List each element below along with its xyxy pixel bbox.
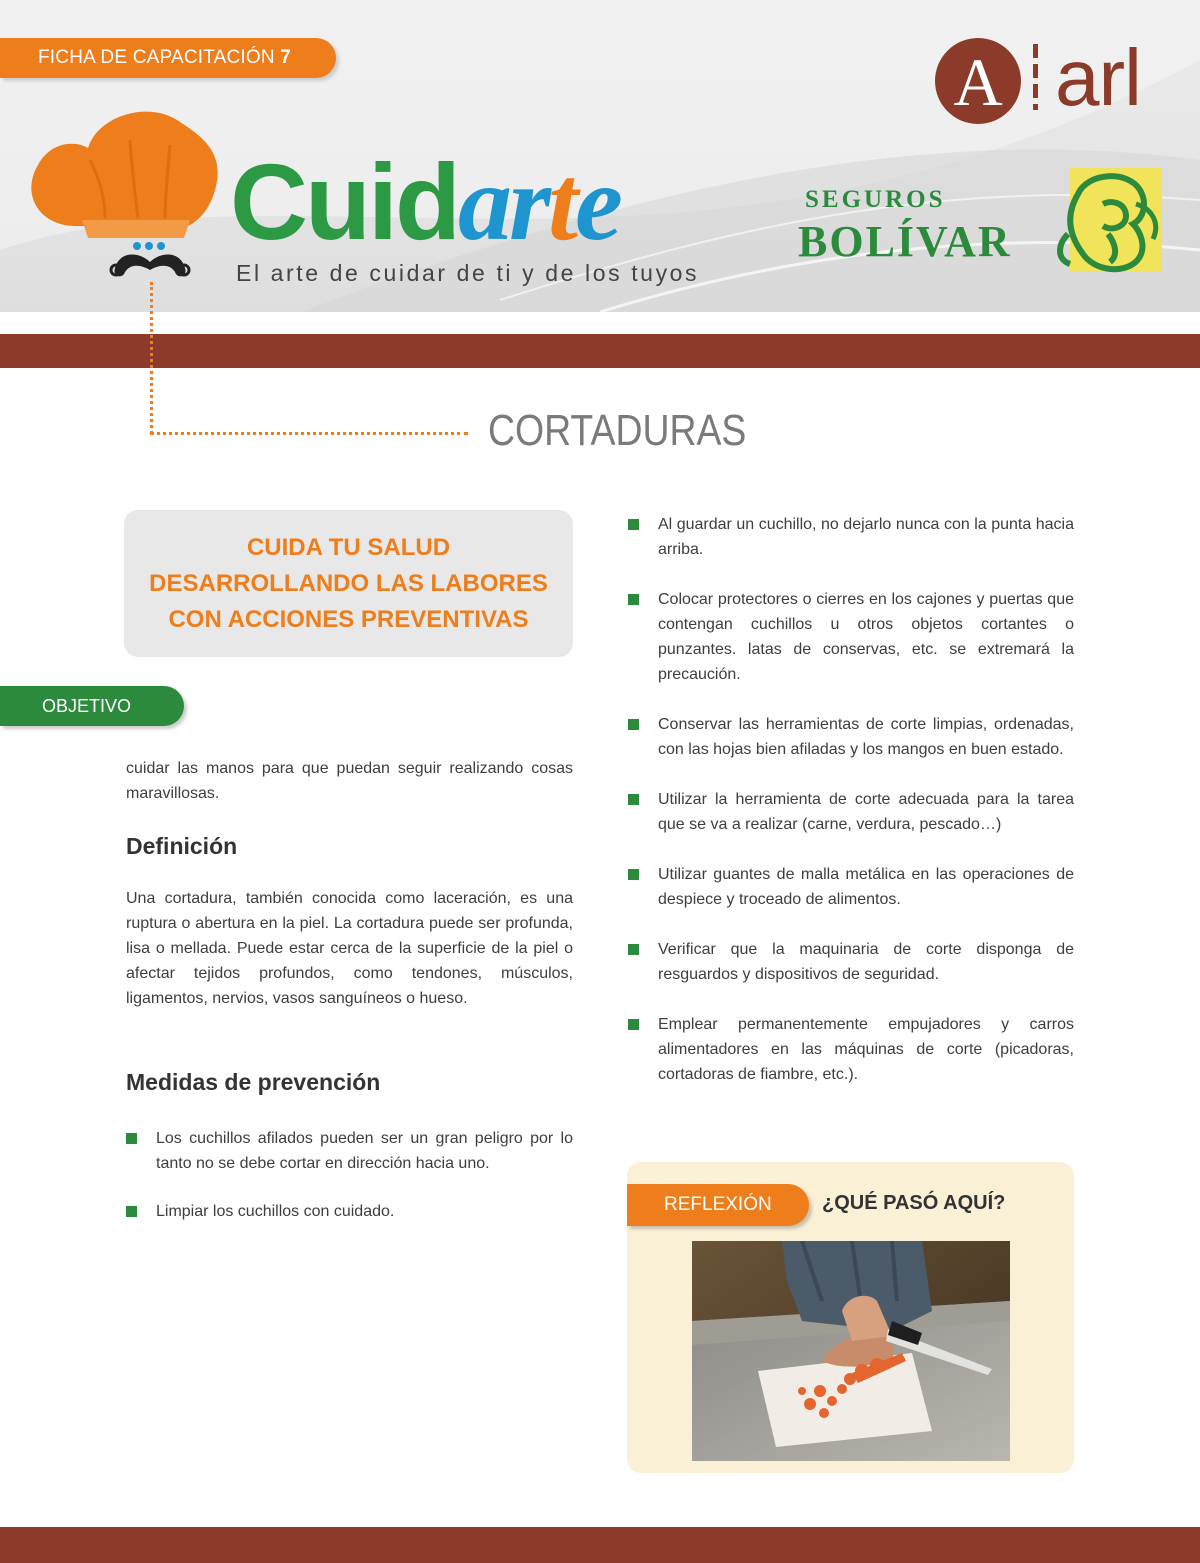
brand-part-3: t bbox=[547, 144, 575, 263]
arl-logo-circle bbox=[935, 38, 1021, 124]
list-item bbox=[628, 512, 1074, 562]
arl-logo-letter: A bbox=[953, 44, 1003, 120]
section-title: CORTADURAS bbox=[488, 406, 747, 455]
reflection-question: ¿QUÉ PASÓ AQUÍ? bbox=[822, 1192, 1006, 1214]
definition-title: Definición bbox=[126, 833, 238, 859]
bullet-square-icon bbox=[126, 1206, 137, 1217]
footer-band bbox=[0, 1527, 1200, 1563]
chef-hat-icon bbox=[20, 100, 230, 290]
bullet-square-icon bbox=[628, 1019, 639, 1030]
insurer-big-text: BOLÍVAR bbox=[798, 217, 1012, 266]
cuidarte-brand-logo bbox=[230, 142, 620, 264]
insurer-small-text: SEGUROS bbox=[805, 186, 946, 213]
list-item bbox=[628, 712, 1074, 762]
definition-text: Una cortadura, también conocida como laceración, es una ruptura o abertura en la piel. La cortadura puede ser profunda, lisa o mellada. Puede estar cerca de la superficie de la piel o afectar tejidos profundos, como tendones, músculos, ligamentos, nervios, vasos sanguíneos o hueso. bbox=[126, 890, 573, 1007]
list-item-text: Verificar que la maquinaria de corte disponga de resguardos y dispositivos de seguridad. bbox=[658, 941, 1074, 983]
callout-line-3: CON ACCIONES PREVENTIVAS bbox=[168, 606, 529, 633]
list-item-text: Colocar protectores o cierres en los cajones y puertas que contengan cuchillos u otros objetos cortantes o punzantes. latas de conservas, etc. se extremará la precaución. bbox=[658, 591, 1074, 683]
bullet-square-icon bbox=[628, 944, 639, 955]
list-item-text: Los cuchillos afilados pueden ser un gran peligro por lo tanto no se debe cortar en dirección hacia uno. bbox=[156, 1130, 573, 1172]
list-item-text: Conservar las herramientas de corte limpias, ordenadas, con las hojas bien afiladas y los mangos en buen estado. bbox=[658, 716, 1074, 758]
prevention-title: Medidas de prevención bbox=[126, 1069, 381, 1095]
list-item-text: Utilizar guantes de malla metálica en las operaciones de despiece y troceado de alimentos. bbox=[658, 866, 1074, 908]
list-item bbox=[628, 862, 1074, 912]
reflection-tab: REFLEXIÓN bbox=[627, 1184, 809, 1226]
bullet-square-icon bbox=[628, 794, 639, 805]
list-item bbox=[628, 937, 1074, 987]
list-item bbox=[628, 1012, 1074, 1087]
list-item-text: Al guardar un cuchillo, no dejarlo nunca con la punta hacia arriba. bbox=[658, 516, 1074, 558]
brand-part-1: Cuid bbox=[230, 141, 458, 262]
health-callout-box bbox=[124, 510, 573, 657]
training-sheet-number: 7 bbox=[280, 47, 292, 68]
dotted-connector-horizontal bbox=[150, 432, 468, 435]
bullet-square-icon bbox=[628, 519, 639, 530]
list-item-text: Limpiar los cuchillos con cuidado. bbox=[156, 1203, 395, 1220]
dotted-connector-vertical bbox=[150, 282, 153, 434]
brand-part-4: e bbox=[575, 144, 620, 263]
training-sheet-tab bbox=[0, 38, 336, 78]
brand-tagline: El arte de cuidar de ti y de los tuyos bbox=[236, 260, 700, 286]
callout-line-2: DESARROLLANDO LAS LABORES bbox=[149, 570, 548, 597]
arl-logo-text: arl bbox=[1055, 33, 1141, 122]
bullet-square-icon bbox=[126, 1133, 137, 1144]
objective-tab: OBJETIVO bbox=[0, 686, 184, 726]
training-sheet-label: FICHA DE CAPACITACIÓN bbox=[38, 47, 275, 68]
list-item-text: Emplear permanentemente empujadores y carros alimentadores en las máquinas de corte (picadoras, cortadoras de fiambre, etc.). bbox=[658, 1016, 1074, 1083]
list-item bbox=[628, 787, 1074, 837]
header-divider-band bbox=[0, 334, 1200, 368]
bullet-square-icon bbox=[628, 869, 639, 880]
brand-part-2: ar bbox=[457, 144, 548, 263]
bolivar-logo-icon bbox=[1048, 164, 1166, 276]
list-item bbox=[126, 1199, 573, 1224]
list-item-text: Utilizar la herramienta de corte adecuada para la tarea que se va a realizar (carne, verdura, pescado…) bbox=[658, 791, 1074, 833]
knife-cutting-photo bbox=[692, 1241, 1010, 1461]
list-item bbox=[628, 587, 1074, 687]
arl-logo-separator bbox=[1033, 44, 1038, 110]
callout-line-1: CUIDA TU SALUD bbox=[246, 534, 451, 561]
prevention-list-left bbox=[126, 1126, 573, 1247]
bullet-square-icon bbox=[628, 719, 639, 730]
objective-text: cuidar las manos para que puedan seguir realizando cosas maravillosas. bbox=[126, 760, 573, 802]
prevention-list-right bbox=[628, 512, 1074, 1112]
list-item bbox=[126, 1126, 573, 1176]
bullet-square-icon bbox=[628, 594, 639, 605]
